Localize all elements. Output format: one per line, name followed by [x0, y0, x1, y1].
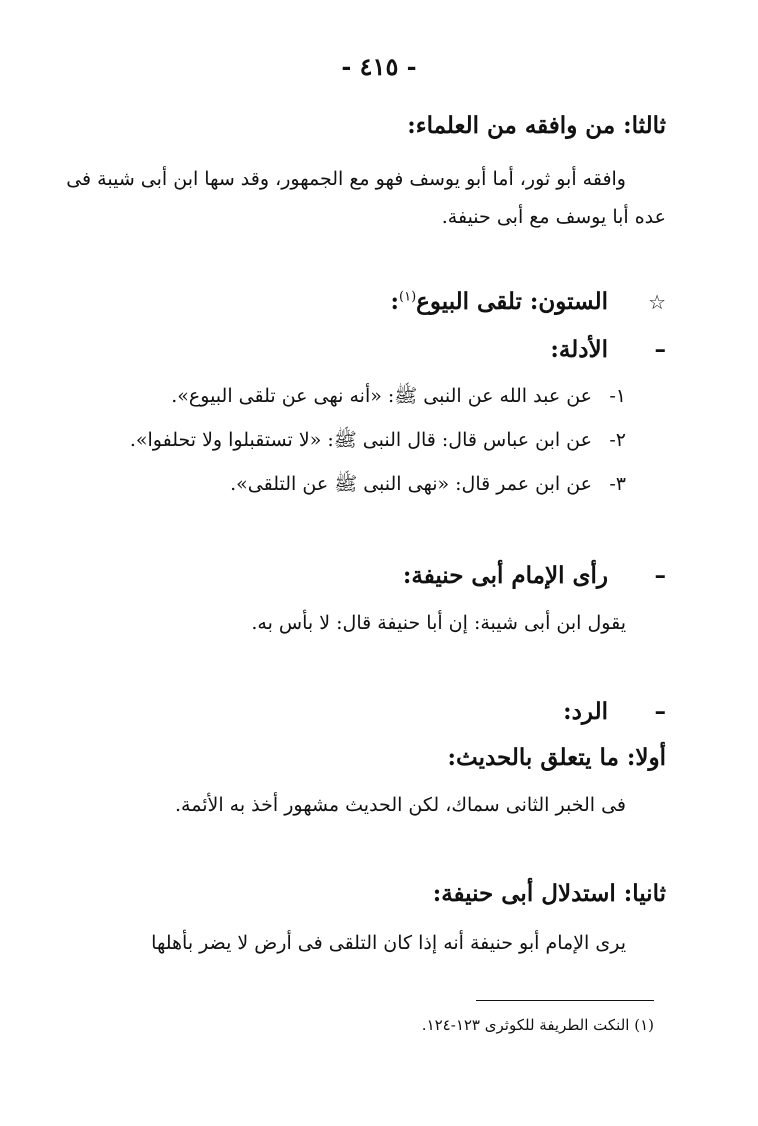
- star-icon: ☆: [648, 290, 666, 314]
- evidence-item: [92, 428, 666, 456]
- opinion-heading: [92, 562, 666, 589]
- reply-heading-text: الرد:: [563, 698, 608, 725]
- list-text: عن ابن عباس قال: قال النبى ﷺ: «لا تستقبلوا ولا تحلفوا».: [129, 429, 592, 451]
- list-number: ٣-: [609, 473, 626, 495]
- dash-bullet: –: [654, 562, 666, 589]
- first-text: فى الخبر الثانى سماك، لكن الحديث مشهور أخذ به الأئمة.: [175, 794, 626, 816]
- evidence-heading-text: الأدلة:: [550, 336, 608, 363]
- topic-title: [92, 288, 666, 315]
- reply-heading: [92, 698, 666, 725]
- evidence-item: [92, 384, 666, 412]
- dash-bullet: –: [654, 698, 666, 725]
- evidence-heading: [92, 336, 666, 363]
- topic-title-text: الستون: تلقى البيوع: [416, 288, 608, 315]
- first-heading: أولا: ما يتعلق بالحديث:: [447, 744, 666, 771]
- page-number: - ٤١٥ -: [341, 52, 417, 81]
- list-number: ١-: [609, 385, 626, 407]
- topic-title-colon: :: [390, 288, 400, 315]
- evidence-item: [92, 472, 666, 500]
- footnote-divider: [476, 1000, 654, 1001]
- second-heading: ثانيا: استدلال أبى حنيفة:: [432, 880, 666, 907]
- list-text: عن ابن عمر قال: «نهى النبى ﷺ عن التلقى».: [230, 473, 592, 495]
- footnote-marker: (١): [399, 289, 417, 305]
- section-heading-third: ثالثا: من وافقه من العلماء:: [407, 112, 666, 139]
- second-text: يرى الإمام أبو حنيفة أنه إذا كان التلقى فى أرض لا يضر بأهلها: [151, 932, 626, 954]
- opinion-text: يقول ابن أبى شيبة: إن أبا حنيفة قال: لا بأس به.: [251, 612, 626, 634]
- opinion-heading-text: رأى الإمام أبى حنيفة:: [402, 562, 608, 589]
- list-number: ٢-: [609, 429, 626, 451]
- dash-bullet: –: [654, 336, 666, 363]
- paragraph-line: وافقه أبو ثور، أما أبو يوسف فهو مع الجمهور، وقد سها ابن أبى شيبة فى: [66, 168, 626, 190]
- paragraph-line: عده أبا يوسف مع أبى حنيفة.: [441, 206, 666, 228]
- list-text: عن عبد الله عن النبى ﷺ: «أنه نهى عن تلقى البيوع».: [171, 385, 592, 407]
- footnote: (١) النكت الطريفة للكوثرى ١٢٣-١٢٤.: [421, 1016, 654, 1034]
